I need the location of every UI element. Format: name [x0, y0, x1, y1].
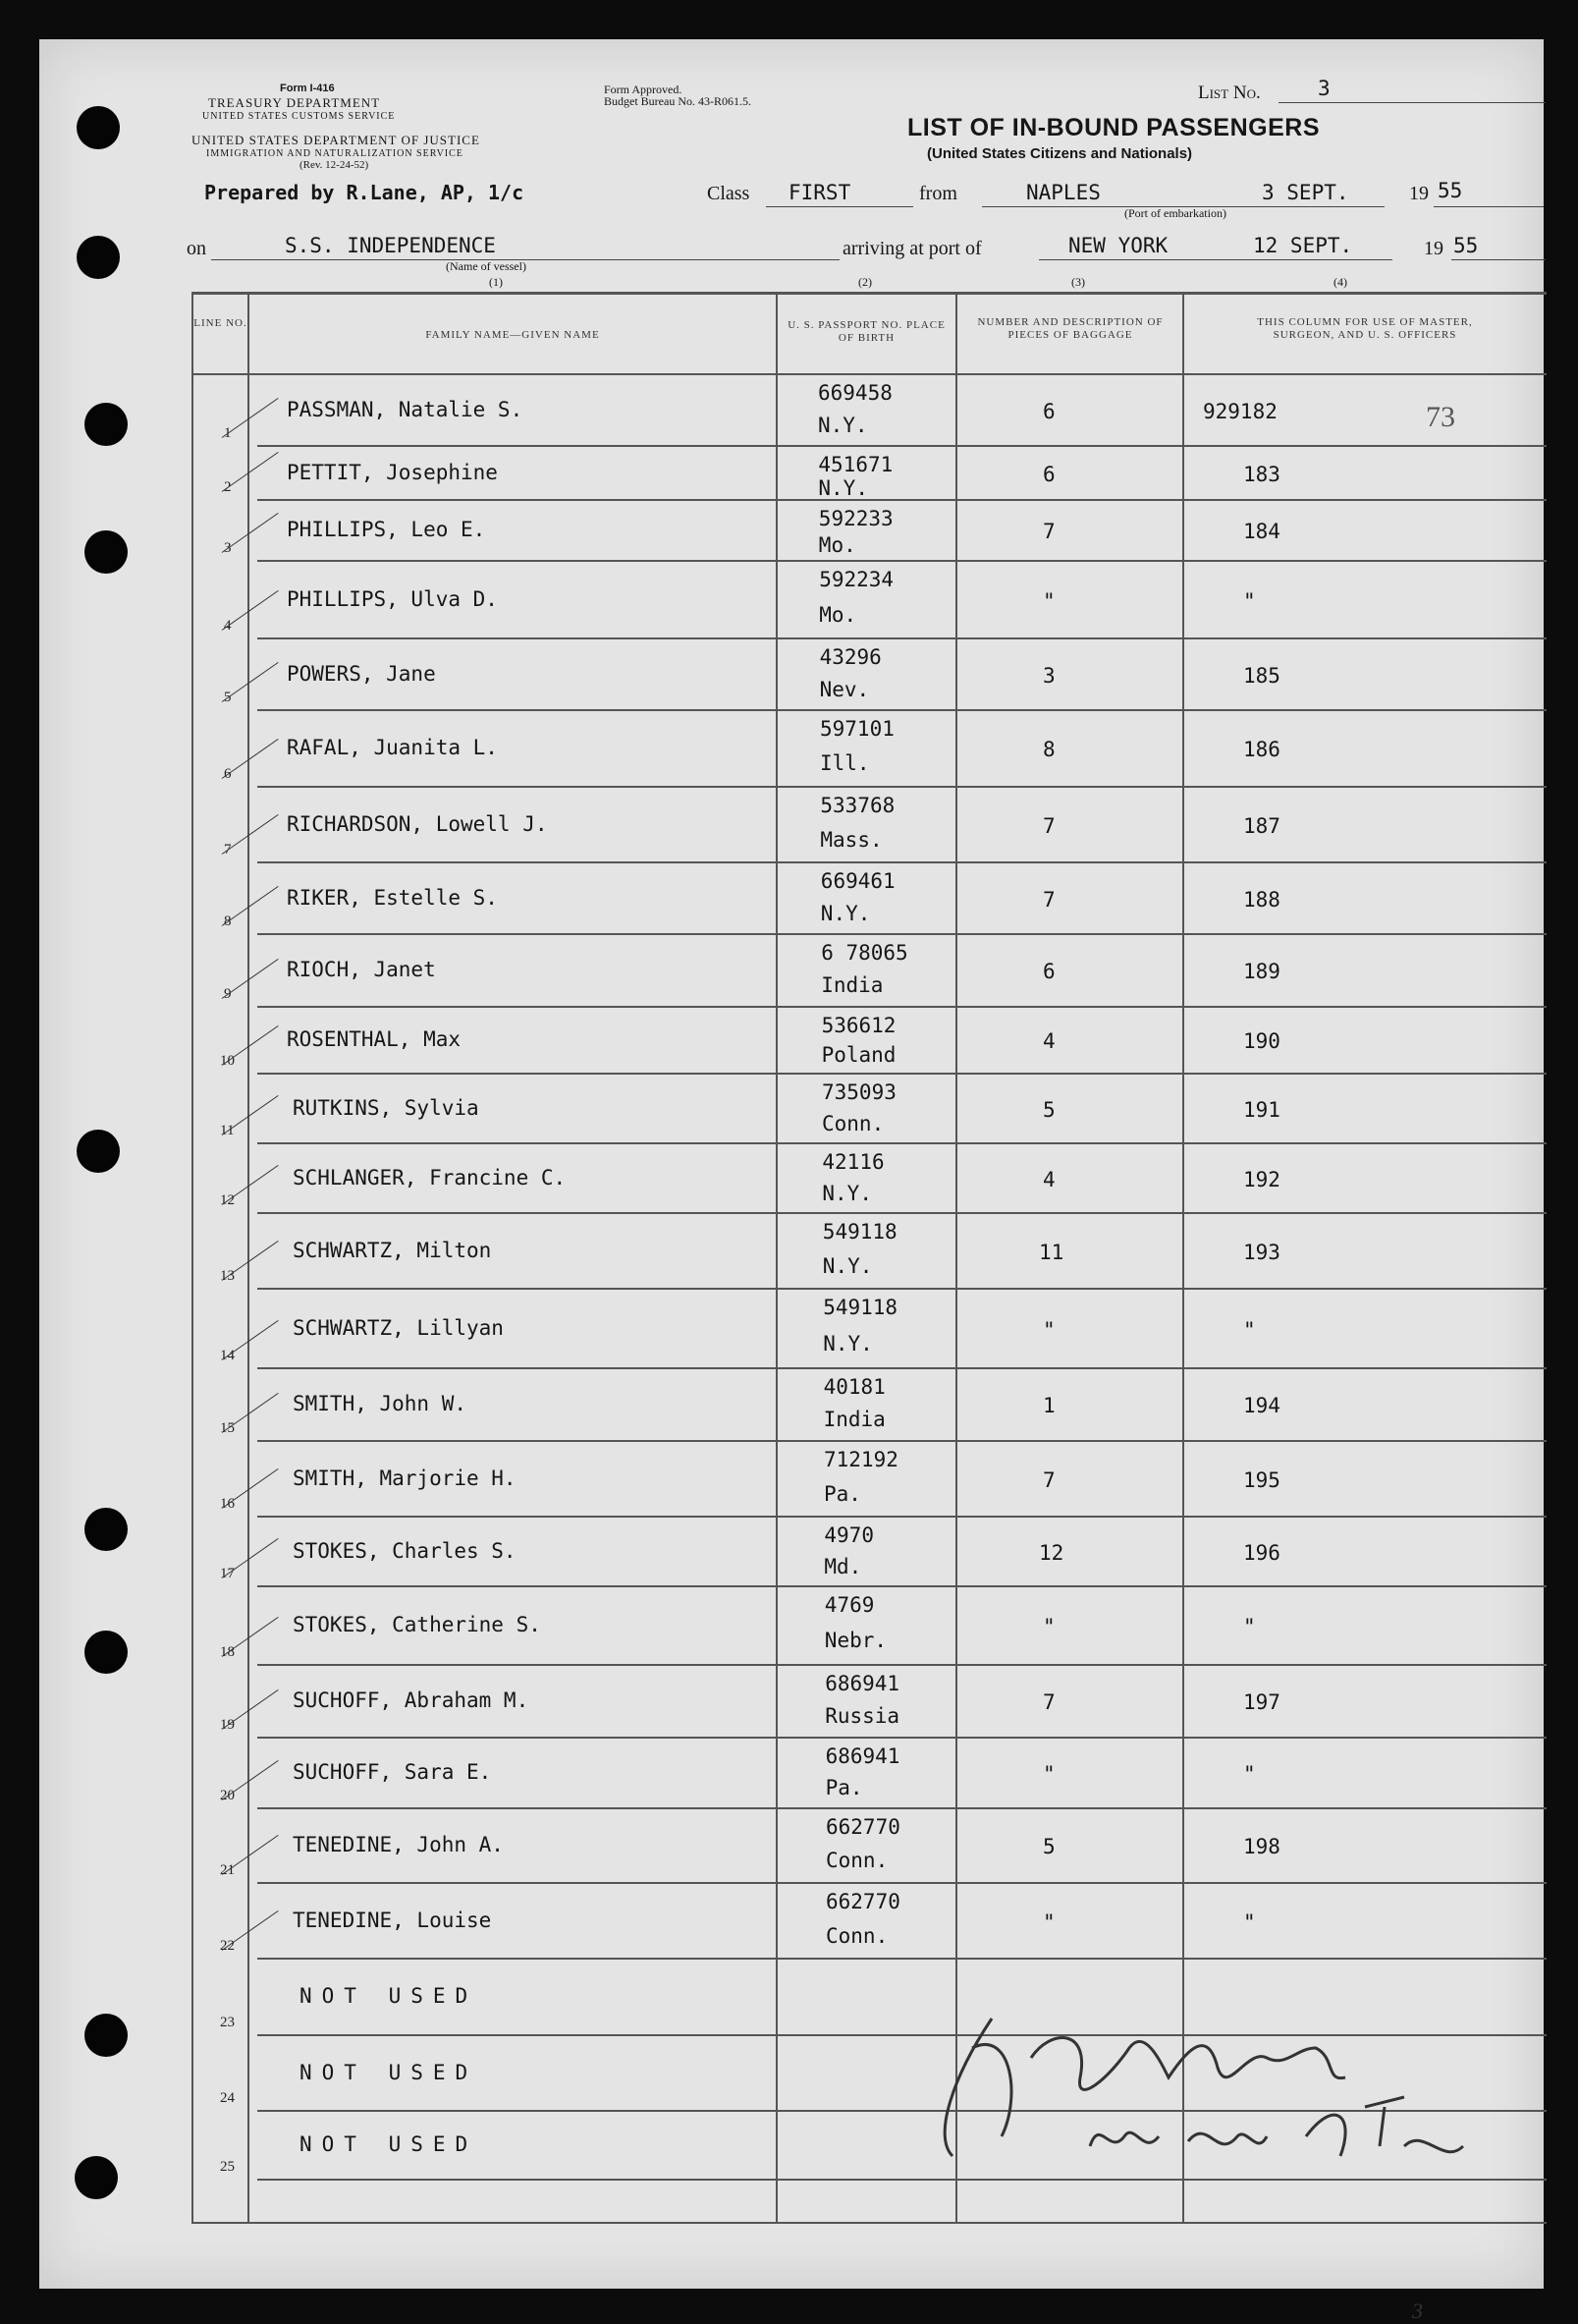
passenger-name: SUCHOFF, Sara E. — [293, 1760, 492, 1784]
passenger-name: RAFAL, Juanita L. — [287, 736, 498, 759]
passport-number: 4769 — [824, 1593, 875, 1617]
officer-entry: " — [1243, 1762, 1256, 1786]
baggage-count: 5 — [1043, 1097, 1056, 1122]
passenger-name: SCHLANGER, Francine C. — [293, 1165, 567, 1190]
punch-hole — [84, 403, 128, 446]
officer-entry: 190 — [1243, 1029, 1280, 1053]
line-number: 19 — [220, 1717, 235, 1733]
check-mark — [222, 1320, 279, 1360]
place-of-birth: N.Y. — [818, 413, 868, 437]
place-of-birth: N.Y. — [822, 1253, 873, 1278]
punch-hole — [84, 530, 128, 574]
check-mark — [222, 513, 279, 553]
passport-number: 662770 — [826, 1890, 900, 1913]
col-header-passport: U. S. PASSPORT NO. PLACE OF BIRTH — [788, 319, 946, 344]
place-of-birth: N.Y. — [820, 901, 871, 925]
place-of-birth: Russia — [825, 1704, 900, 1728]
check-mark — [222, 1760, 279, 1800]
passenger-name: PASSMAN, Natalie S. — [287, 397, 523, 421]
dept-justice-sub: IMMIGRATION AND NATURALIZATION SERVICE — [206, 148, 463, 159]
passenger-name: NOT USED — [299, 2132, 478, 2156]
line-number: 18 — [220, 1644, 235, 1660]
check-mark — [222, 1468, 279, 1509]
passenger-name: SMITH, John W. — [293, 1392, 467, 1415]
passenger-name: STOKES, Charles S. — [293, 1538, 517, 1563]
departure-day: 3 SEPT. — [1262, 181, 1349, 204]
officer-entry: " — [1243, 1317, 1256, 1342]
baggage-count: 5 — [1043, 1835, 1056, 1858]
punch-hole — [77, 1130, 120, 1173]
place-of-birth: India — [823, 1408, 886, 1431]
officer-entry: 184 — [1243, 520, 1280, 543]
check-mark — [222, 1689, 279, 1730]
check-mark — [222, 398, 279, 438]
list-no-value: 3 — [1318, 77, 1331, 100]
line-number: 12 — [220, 1192, 235, 1208]
baggage-count: 6 — [1043, 960, 1056, 983]
passenger-name: POWERS, Jane — [287, 661, 436, 686]
officer-entry: 186 — [1243, 738, 1280, 761]
place-of-birth: Mass. — [820, 827, 883, 852]
officer-entry: 187 — [1243, 813, 1280, 838]
passenger-name: RICHARDSON, Lowell J. — [287, 811, 548, 836]
line-number: 14 — [220, 1348, 235, 1363]
officer-entry: 194 — [1243, 1394, 1280, 1417]
from-label: from — [919, 183, 957, 204]
passport-number: 669461 — [820, 869, 896, 893]
passport-number: 686941 — [825, 1744, 900, 1768]
passenger-name: PETTIT, Josephine — [287, 460, 498, 484]
line-number: 5 — [224, 690, 232, 705]
check-mark — [222, 739, 279, 779]
place-of-birth: Pa. — [824, 1481, 861, 1506]
list-no-label: List No. — [1198, 83, 1261, 103]
from-value: NAPLES — [1026, 181, 1101, 204]
check-mark — [222, 814, 279, 855]
form-number: Form I-416 — [280, 83, 335, 94]
officer-entry: 197 — [1243, 1690, 1280, 1714]
passport-number: 735093 — [822, 1080, 897, 1104]
baggage-count: " — [1043, 1615, 1056, 1638]
passport-number: 6 78065 — [821, 941, 908, 965]
line-number: 11 — [220, 1123, 235, 1138]
col-num-2: (2) — [858, 275, 872, 289]
arrival-year: 55 — [1453, 234, 1479, 257]
vessel-caption: (Name of vessel) — [446, 259, 526, 273]
check-mark — [222, 662, 279, 702]
col-num-1: (1) — [489, 275, 503, 289]
place-of-birth: Poland — [821, 1043, 897, 1067]
check-mark — [222, 1835, 279, 1875]
baggage-count: 6 — [1043, 399, 1056, 423]
passenger-name: RIKER, Estelle S. — [287, 885, 498, 910]
officer-entry: 189 — [1243, 960, 1280, 983]
check-mark — [222, 1393, 279, 1433]
signature-scribble — [894, 1989, 1502, 2186]
baggage-count: 7 — [1043, 520, 1056, 543]
passport-number: 40181 — [823, 1375, 886, 1399]
baggage-count: 11 — [1039, 1240, 1064, 1264]
passenger-name: STOKES, Catherine S. — [293, 1613, 541, 1636]
line-number: 8 — [224, 913, 232, 929]
col-header-name: FAMILY NAME—GIVEN NAME — [425, 329, 600, 341]
baggage-count: 12 — [1039, 1540, 1064, 1565]
baggage-count: " — [1043, 1762, 1056, 1786]
officer-entry: " — [1243, 1909, 1256, 1934]
passport-number: 533768 — [820, 794, 896, 817]
line-number: 6 — [224, 766, 232, 782]
line-number: 15 — [220, 1420, 235, 1436]
line-number: 21 — [220, 1862, 235, 1878]
baggage-count: 7 — [1043, 813, 1056, 838]
place-of-birth: Conn. — [822, 1111, 885, 1135]
check-mark — [222, 1617, 279, 1657]
baggage-count: 7 — [1043, 887, 1056, 912]
baggage-count: 4 — [1043, 1029, 1056, 1053]
vessel-name: S.S. INDEPENDENCE — [285, 234, 496, 257]
check-mark — [222, 452, 279, 492]
class-value: FIRST — [789, 181, 851, 204]
on-label: on — [187, 238, 206, 259]
place-of-birth: N.Y. — [823, 1331, 873, 1356]
col-header-line: LINE NO. — [193, 317, 247, 329]
place-of-birth: Conn. — [826, 1923, 889, 1948]
passport-number: 686941 — [825, 1672, 900, 1695]
col-header-baggage: NUMBER AND DESCRIPTION OF PIECES OF BAGGAGE — [977, 316, 1164, 341]
baggage-count: 8 — [1043, 738, 1056, 761]
passenger-name: SCHWARTZ, Milton — [293, 1238, 492, 1262]
line-number: 1 — [224, 425, 232, 441]
place-of-birth: Mo. — [819, 602, 857, 627]
document-subtitle: (United States Citizens and Nationals) — [927, 145, 1193, 162]
line-number: 4 — [224, 618, 232, 634]
arriving-label: arriving at port of — [843, 238, 982, 259]
arrival-year-prefix: 19 — [1424, 238, 1443, 259]
passenger-name: NOT USED — [299, 1984, 478, 2008]
class-label: Class — [707, 183, 750, 204]
officer-entry: 185 — [1243, 663, 1280, 688]
officer-entry: 183 — [1243, 462, 1280, 486]
document-page — [39, 39, 1544, 2323]
line-number: 13 — [220, 1268, 235, 1284]
officer-entry: " — [1243, 588, 1256, 613]
place-of-birth: N.Y. — [818, 475, 868, 500]
place-of-birth: Md. — [824, 1554, 862, 1578]
passport-number: 4970 — [824, 1523, 874, 1547]
line-number: 16 — [220, 1496, 235, 1512]
col-num-4: (4) — [1333, 275, 1347, 289]
baggage-count: 1 — [1043, 1394, 1056, 1417]
check-mark — [222, 886, 279, 926]
officer-entry: 196 — [1243, 1540, 1280, 1565]
passenger-name: ROSENTHAL, Max — [287, 1027, 462, 1051]
officer-entry: 195 — [1243, 1467, 1280, 1492]
baggage-count: " — [1043, 1317, 1056, 1342]
place-of-birth: Nebr. — [824, 1629, 888, 1652]
check-mark — [222, 1538, 279, 1578]
passport-number: 669458 — [818, 381, 893, 405]
departure-year-prefix: 19 — [1409, 183, 1429, 204]
passenger-name: PHILLIPS, Ulva D. — [287, 586, 498, 611]
check-mark — [222, 590, 279, 631]
passport-number: 592233 — [818, 507, 894, 530]
officer-entry: 191 — [1243, 1097, 1280, 1122]
page-number: 3 — [1412, 2298, 1423, 2323]
place-of-birth: Pa. — [825, 1776, 863, 1799]
place-of-birth: Conn. — [826, 1849, 889, 1872]
passenger-name: SCHWARTZ, Lillyan — [293, 1315, 504, 1340]
place-of-birth: India — [821, 973, 884, 997]
line-number: 9 — [224, 986, 232, 1002]
form-approved: Form Approved. — [604, 83, 682, 96]
passenger-name: PHILLIPS, Leo E. — [287, 518, 486, 541]
check-mark — [222, 1095, 279, 1135]
passport-number: 43296 — [819, 645, 882, 669]
line-number: 2 — [224, 479, 232, 495]
officer-entry: 192 — [1243, 1167, 1280, 1191]
place-of-birth: Nev. — [819, 677, 870, 701]
prepared-by: Prepared by R.Lane, AP, 1/c — [204, 181, 524, 204]
passport-number: 592234 — [819, 568, 895, 591]
arrival-port: NEW YORK — [1068, 234, 1169, 257]
col-num-3: (3) — [1071, 275, 1085, 289]
officer-entry: 193 — [1243, 1240, 1280, 1264]
punch-hole — [77, 236, 120, 279]
dept-justice: UNITED STATES DEPARTMENT OF JUSTICE — [191, 133, 480, 147]
arrival-day: 12 SEPT. — [1253, 234, 1353, 257]
line-number: 10 — [220, 1053, 235, 1069]
baggage-count: 7 — [1043, 1467, 1056, 1492]
passport-number: 536612 — [821, 1014, 897, 1037]
budget-bureau: Budget Bureau No. 43-R061.5. — [604, 94, 751, 108]
baggage-count: 4 — [1043, 1167, 1056, 1191]
check-mark — [222, 1165, 279, 1205]
document-title: LIST OF IN-BOUND PASSENGERS — [907, 114, 1321, 141]
line-number: 3 — [224, 540, 232, 556]
check-mark — [222, 1910, 279, 1951]
place-of-birth: Mo. — [818, 533, 856, 557]
baggage-count: 3 — [1043, 663, 1056, 688]
punch-hole — [84, 2014, 128, 2057]
line-number: 17 — [220, 1566, 235, 1581]
baggage-count: 6 — [1043, 462, 1056, 486]
passport-number: 549118 — [823, 1296, 898, 1319]
punch-hole — [84, 1631, 128, 1674]
line-number: 20 — [220, 1788, 235, 1803]
officer-entry: 188 — [1243, 887, 1280, 912]
punch-hole — [75, 2156, 118, 2199]
place-of-birth: Ill. — [820, 751, 870, 775]
col-header-officers: THIS COLUMN FOR USE OF MASTER, SURGEON, AND U. S. OFFICERS — [1257, 316, 1473, 341]
passenger-name: TENEDINE, John A. — [293, 1833, 504, 1856]
passport-number: 712192 — [824, 1448, 898, 1471]
passport-number: 451671 — [818, 453, 894, 476]
officer-entry: 198 — [1243, 1835, 1280, 1858]
dept-treasury-sub: UNITED STATES CUSTOMS SERVICE — [202, 111, 396, 122]
line-number: 7 — [224, 842, 232, 858]
check-mark — [222, 959, 279, 999]
check-mark — [222, 1025, 279, 1066]
officer-note: 73 — [1426, 401, 1455, 433]
punch-hole — [77, 106, 120, 149]
dept-treasury: TREASURY DEPARTMENT — [208, 95, 381, 110]
punch-hole — [84, 1508, 128, 1551]
officer-entry: 929182 — [1203, 399, 1278, 423]
passenger-name: RIOCH, Janet — [287, 958, 436, 981]
passenger-name: RUTKINS, Sylvia — [293, 1095, 479, 1120]
passport-number: 549118 — [822, 1220, 898, 1244]
line-number: 25 — [220, 2159, 235, 2175]
line-number: 24 — [220, 2090, 235, 2106]
embark-caption: (Port of embarkation) — [1124, 206, 1226, 220]
baggage-count: " — [1043, 588, 1056, 613]
passenger-name: NOT USED — [299, 2060, 478, 2084]
passport-number: 597101 — [820, 717, 895, 741]
line-number: 22 — [220, 1938, 235, 1954]
baggage-count: " — [1043, 1909, 1056, 1934]
check-mark — [222, 1241, 279, 1281]
passport-number: 662770 — [826, 1815, 900, 1839]
officer-entry: " — [1243, 1615, 1256, 1638]
baggage-count: 7 — [1043, 1690, 1056, 1714]
form-revision: (Rev. 12-24-52) — [299, 159, 369, 171]
passenger-name: TENEDINE, Louise — [293, 1908, 492, 1932]
departure-year: 55 — [1438, 179, 1463, 202]
passenger-name: SMITH, Marjorie H. — [293, 1466, 517, 1490]
passport-number: 42116 — [822, 1150, 885, 1174]
place-of-birth: N.Y. — [822, 1181, 872, 1205]
passenger-name: SUCHOFF, Abraham M. — [293, 1688, 529, 1712]
line-number: 23 — [220, 2015, 235, 2030]
